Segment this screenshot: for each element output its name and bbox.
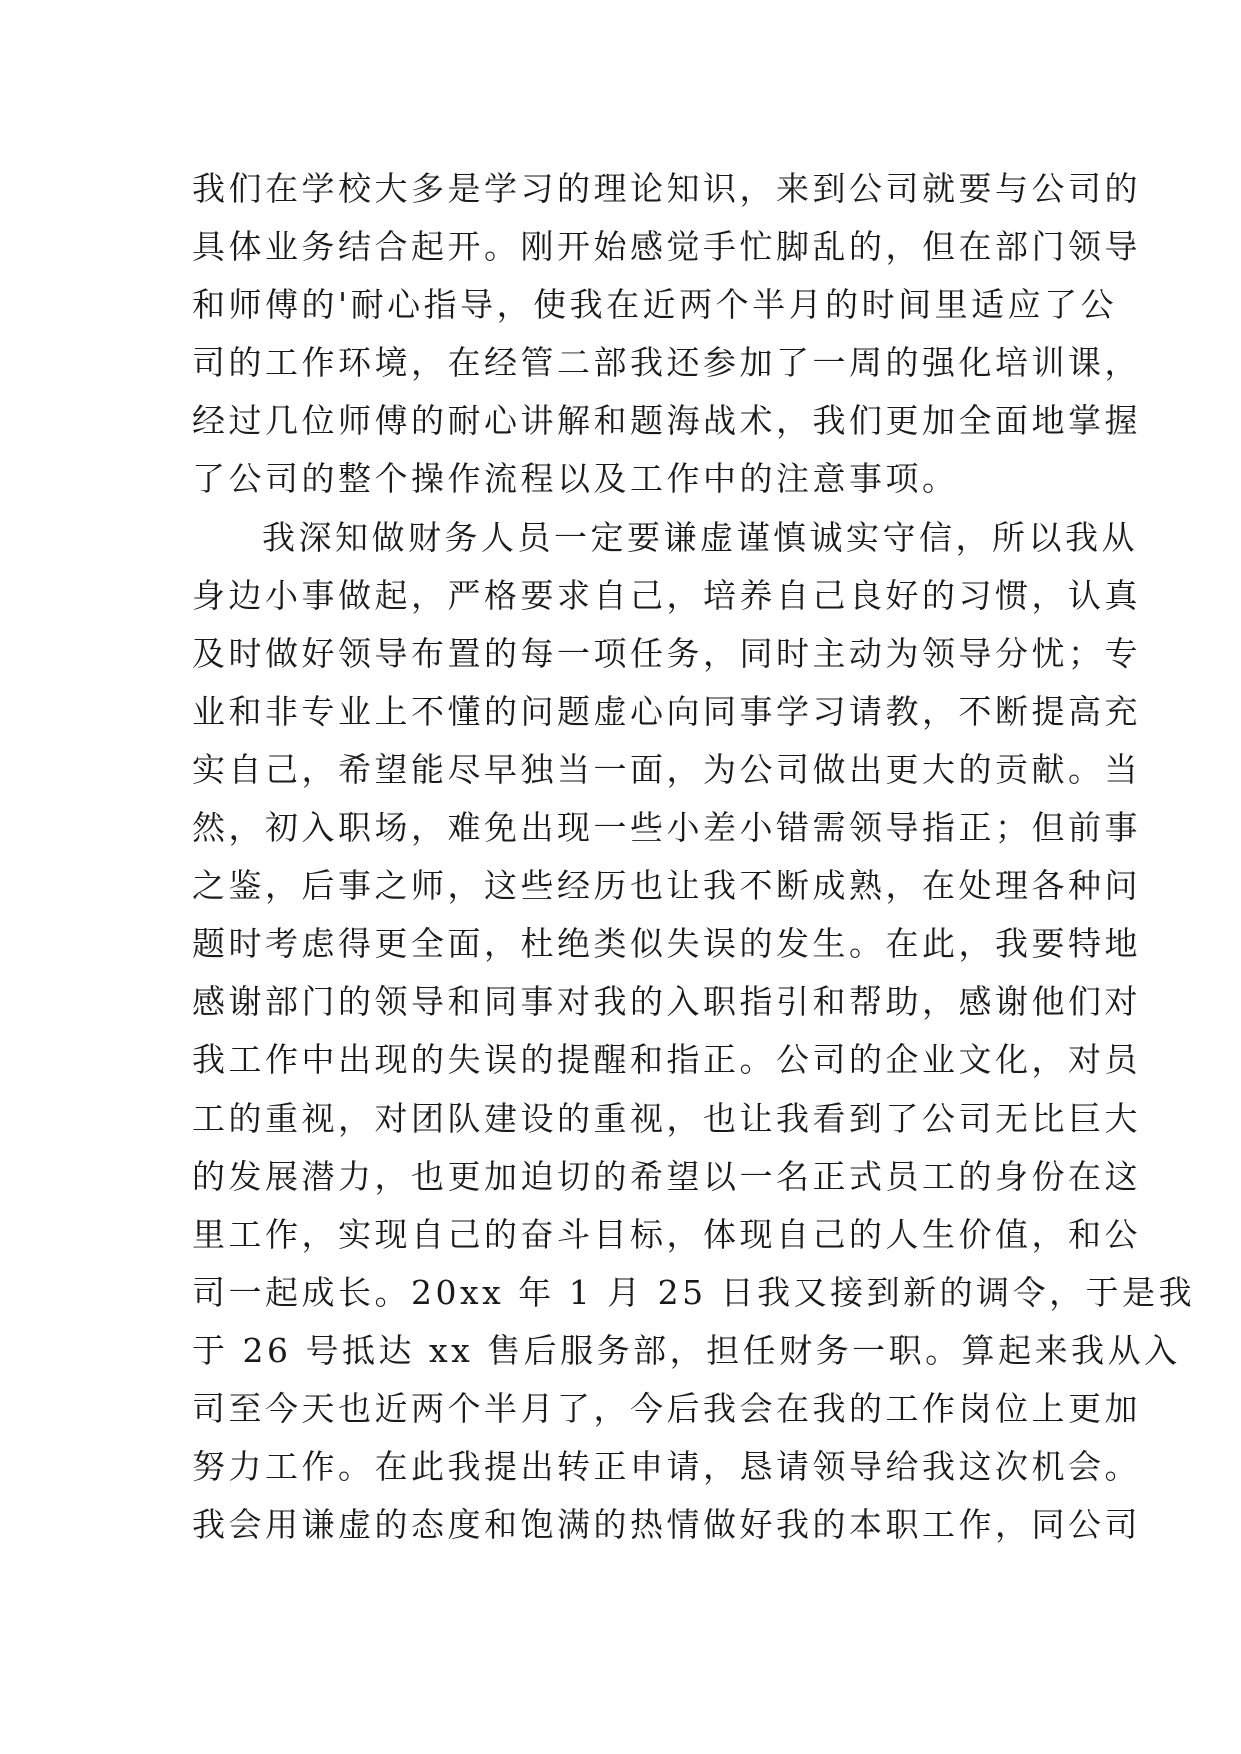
text-line: 实自己，希望能尽早独当一面，为公司做出更大的贡献。当 <box>192 749 1141 789</box>
text-line: 努力工作。在此我提出转正申请，恳请领导给我这次机会。 <box>192 1447 1141 1487</box>
text-line: 然，初入职场，难免出现一些小差小错需领导指正；但前事 <box>192 808 1141 848</box>
text-line: 我们在学校大多是学习的理论知识，来到公司就要与公司的 <box>192 169 1141 208</box>
text-line-indented: 我深知做财务人员一定要谦虚谨慎诚实守信，所以我从 <box>262 517 1138 557</box>
text-line: 身边小事做起，严格要求自己，培养自己良好的习惯，认真 <box>192 575 1141 615</box>
text-line: 和师傅的'耐心指导，使我在近两个半月的时间里适应了公 <box>192 285 1118 325</box>
text-line: 我工作中出现的失误的提醒和指正。公司的企业文化，对员 <box>192 1040 1141 1080</box>
text-line: 司一起成长。20xx 年 1 月 25 日我又接到新的调令，于是我 <box>192 1272 1196 1312</box>
document-body <box>192 160 1196 1554</box>
text-line: 里工作，实现自己的奋斗目标，体现自己的人生价值，和公 <box>192 1214 1141 1254</box>
text-line: 感谢部门的领导和同事对我的入职指引和帮助，感谢他们对 <box>192 982 1141 1022</box>
text-line: 司至今天也近两个半月了，今后我会在我的工作岗位上更加 <box>192 1388 1141 1428</box>
text-line: 及时做好领导布置的每一项任务，同时主动为领导分忧；专 <box>192 633 1141 673</box>
text-line: 了公司的整个操作流程以及工作中的注意事项。 <box>192 459 959 499</box>
text-line: 的发展潜力，也更加迫切的希望以一名正式员工的身份在这 <box>192 1156 1141 1196</box>
text-line: 之鉴，后事之师，这些经历也让我不断成熟，在处理各种问 <box>192 866 1141 906</box>
text-line: 题时考虑得更全面，杜绝类似失误的发生。在此，我要特地 <box>192 924 1141 964</box>
text-line: 工的重视，对团队建设的重视，也让我看到了公司无比巨大 <box>192 1098 1141 1138</box>
paragraph-2 <box>192 509 1196 1555</box>
text-line: 业和非专业上不懂的问题虚心向同事学习请教，不断提高充 <box>192 691 1141 731</box>
text-line: 于 26 号抵达 xx 售后服务部，担任财务一职。算起来我从入 <box>192 1330 1181 1370</box>
text-line: 司的工作环境，在经管二部我还参加了一周的强化培训课， <box>192 343 1141 383</box>
text-line: 具体业务结合起开。刚开始感觉手忙脚乱的，但在部门领导 <box>192 227 1141 267</box>
text-line: 我会用谦虚的态度和饱满的热情做好我的本职工作，同公司 <box>192 1505 1141 1545</box>
paragraph-1 <box>192 160 1141 509</box>
text-line: 经过几位师傅的耐心讲解和题海战术，我们更加全面地掌握 <box>192 401 1141 441</box>
